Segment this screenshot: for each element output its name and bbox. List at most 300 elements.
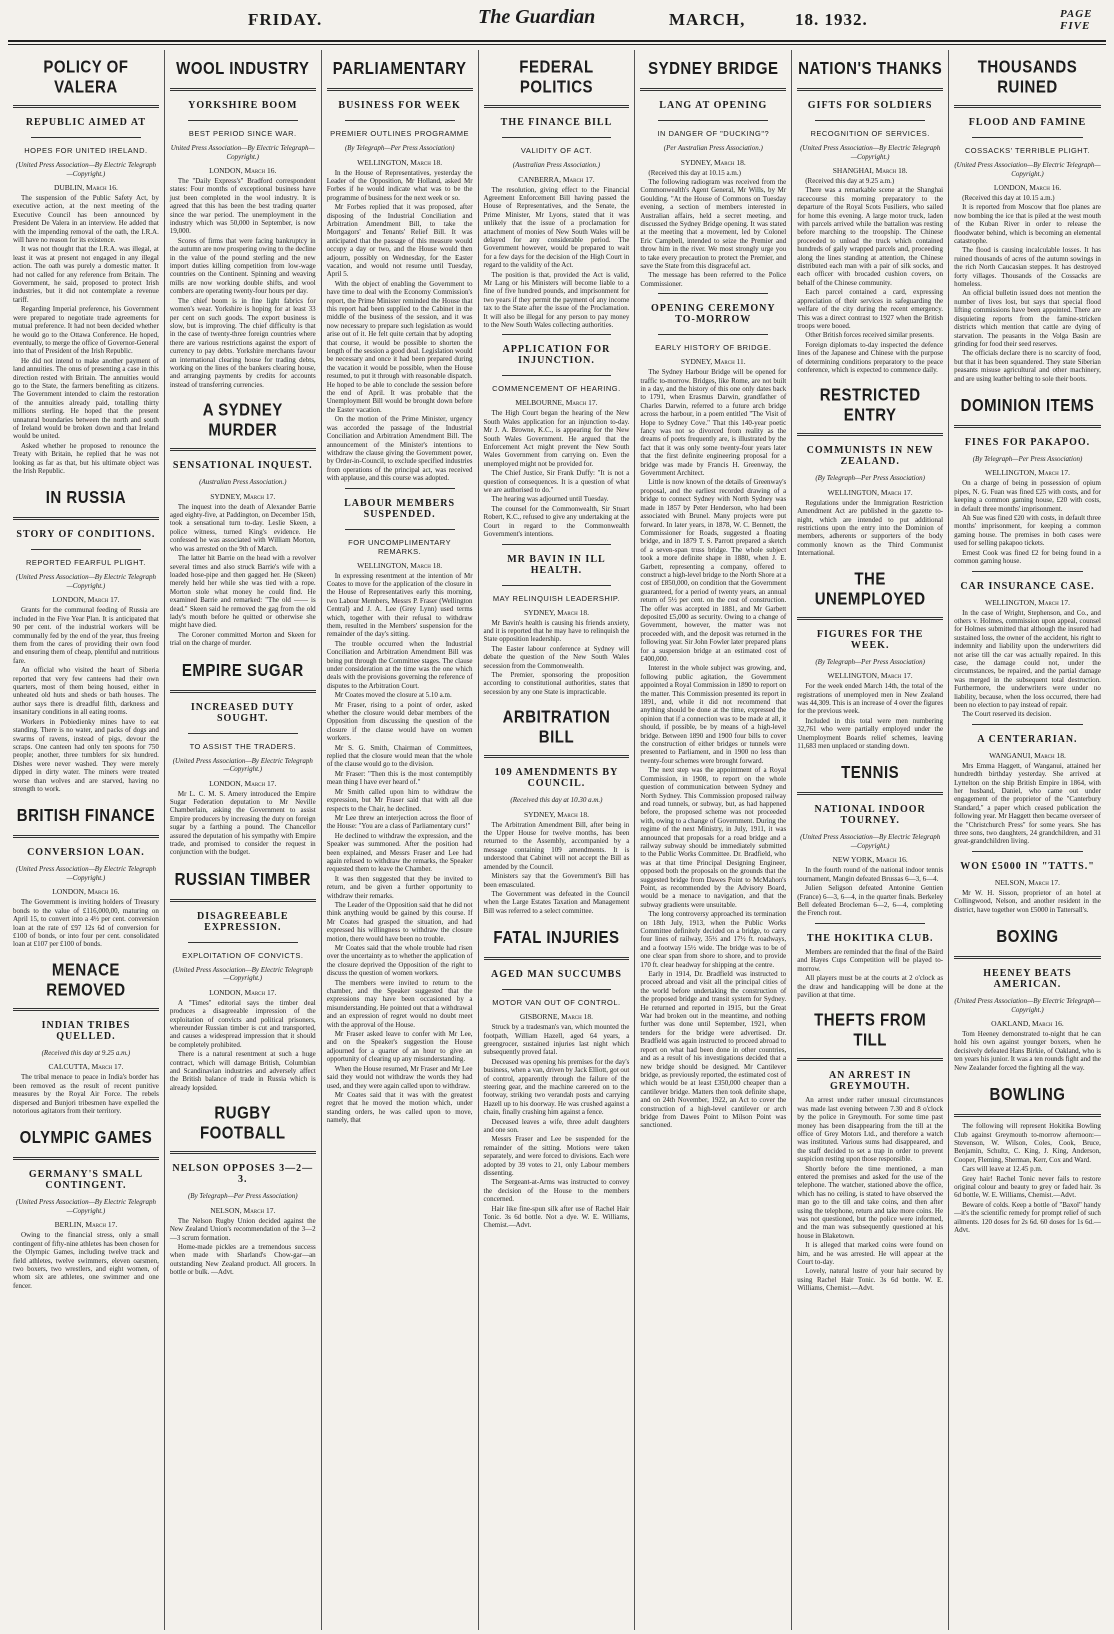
headline-rule [954, 956, 1101, 959]
article-subhead: APPLICATION FOR INJUNCTION. [502, 344, 611, 367]
article [170, 50, 316, 389]
wire-credit: (United Press Association—By Electric Telegraph—Copyright.) [954, 997, 1101, 1014]
article-paragraph: The tribal menace to peace in India's border has been removed as the result of recent punitive measures by the Royal Air Force. The rebels dispersed and Bunjori tribesmen have expelled the notorious agitators from their territory. [13, 1073, 159, 1115]
article-dateline: SYDNEY, March 18. [680, 157, 746, 167]
article-deck: TO ASSIST THE TRADERS. [189, 741, 296, 751]
article [484, 334, 630, 538]
article [13, 1119, 159, 1290]
article-paragraph: The members were invited to return to the chamber, and the Speaker suggested that the expressions may have been occasioned by a misunderstanding. He pointed out that a withdrawal and an expression of regret would no doubt meet with the approval of the House. [326, 978, 473, 1029]
article-subhead: YORKSHIRE BOOM [188, 100, 298, 111]
deck-divider [502, 989, 612, 990]
masthead-day: FRIDAY. [248, 10, 323, 29]
article-subhead: GIFTS FOR SOLDIERS [807, 100, 933, 111]
article-headline: BOWLING [989, 1085, 1066, 1105]
article-deck: MOTOR VAN OUT OF CONTROL. [492, 998, 621, 1008]
article-deck: HOPES FOR UNITED IRELAND. [24, 146, 148, 155]
article-paragraph: Home-made pickles are a tremendous success when made with Sharland's Chow-gar—an outstanding New Zealand product. All grocers. In bottle or bulk. —Advt. [169, 1243, 316, 1277]
article-paragraph: Shortly before the time mentioned, a man entered the premises and asked for the use of the telephone. The watcher, stationed above the office, which has no ceiling, is stated to have observed the man go to the till and take coins, and then after using the telephone, return and take more coins. He was not questioned, but the police were informed, and the man was subsequently questioned at his house in Blaketown. [797, 1164, 944, 1240]
article-paragraph: Ah Sue was fined £20 with costs, in default three months' imprisonment, for keeping a common gaming house. The premises in both cases were used for selling pakapoo tickets. [954, 514, 1101, 548]
article-paragraph: In the case of Wright, Stephenson, and Co., and others v. Holmes, commission upon appeal, counsel for Holmes submitted that although the insured had sustained loss, the owner of the accident, his right to indemnity and liability upon the underwriters did not arise till the car was actually repaired. In this case, the damage could not, under the circumstances, be repaired, and the partial damage was merged in the subsequent total destruction. Furthermore, the underwriters were under no liability, because, when the loss occurred, there had been no election to pay instead of repair. [954, 608, 1101, 709]
article [797, 562, 943, 751]
article-deck: RECOGNITION OF SERVICES. [810, 129, 930, 138]
article-paragraph: The Premier, sponsoring the proposition according to constitutional authorities, states that secession by any one State is impracticable. [483, 670, 630, 696]
article-paragraph: The Nelson Rugby Union decided against the New Zealand Union's recommendation of the 3—2—3 scrum formation. [169, 1216, 316, 1242]
article-subhead: FINES FOR PAKAPOO. [964, 436, 1091, 448]
headline-rule [170, 1151, 316, 1154]
article-paragraph: Included in this total were men numbering 32,761 who were partially employed under the Unemployment Boards relief schemes, leaving 11,683 men unplaced or standing down. [797, 716, 944, 751]
column-3 [322, 50, 479, 1630]
article-paragraph: It is alleged that marked coins were found on him, and he was arrested. He will appear at the Court to-day. [797, 1241, 944, 1267]
article-paragraph: Mr L. C. M. S. Amery introduced the Empire Sugar Federation deputation to Mr Neville Chamberlain, asking the Government to assist Empire producers by increasing the duty on foreign sugar by a farthing a pound. The Chancellor assured the deputation of his sympathy with Empire trade, and promised to consider the request in conjunction with the budget. [169, 789, 316, 857]
article-subhead: DISAGREEABLE EXPRESSION. [197, 910, 289, 933]
section-divider [502, 334, 612, 335]
article-headline: MENACE REMOVED [46, 960, 126, 1000]
headline-rule [954, 425, 1101, 428]
article-subhead: NATIONAL INDOOR TOURNEY. [814, 804, 926, 827]
article-paragraph: Each parcel contained a card, expressing appreciation of their services in safeguarding the welfare of the city during the recent emergency. This was a direct contrast to 1927 when the British troops were booed. [797, 288, 944, 330]
article-paragraph: It is reported from Moscow that floe planes are now bombing the ice that is piled at the west mouth of the Kuban River in order to release the floodwater behind, which is becoming an elemental catastrophe. [954, 203, 1101, 246]
article-headline: PARLIAMENTARY [332, 59, 467, 79]
article-paragraph: Julien Seligson defeated Antonine Gentien (France) 6—3, 6—4, in the quarter finals. Berkeley Bell defeated Brocleman 6—2, 6—4, completing the French rout. [797, 884, 944, 918]
masthead [0, 0, 1114, 44]
article-subhead: 109 AMENDMENTS BY COUNCIL. [494, 767, 619, 790]
article-paragraph: The High Court began the hearing of the New South Wales application for an injunction to-day. Mr J. A. Browne, K.C., is appearing for the New South Wales Government. He argued that the Enforcement Act might prevent the New South Wales Government from carrying on. Even the unemployed might not be provided for. [483, 409, 630, 468]
section-divider [972, 724, 1083, 725]
article-subhead: NELSON OPPOSES 3—2—3. [172, 1163, 314, 1186]
article-dateline: LONDON, March 16. [209, 166, 277, 175]
article-paragraph: The suspension of the Public Safety Act, by executive action, at the next meeting of the Executive Council has been announced by President De Valera in an interview. He added that with the impending removal of the oath, the I.R.A. will have no reason for its existence. [13, 194, 159, 245]
article-paragraph: The Sydney Harbour Bridge will be opened for traffic to-morrow. Bridges, like Rome, are not built in a day, and the history of this one only dates back to 1791, when Erasmus Darwin, grandfather of Charles Darwin, referred to a future arch bridge across the harbour, in a poem entitled "The Visit of Hope to Sydney Cove." That this 140-year poetic fancy was not so divorced from reality as the dreams of poets frequently are, is illustrated by the fact that it was only some twenty-four years later that the first definite engineering proposal for a bridge was made by Francis H. Greenway, the Government Architect. [640, 368, 787, 478]
wire-credit: United Press Association—By Electric Telegraph—Copyright.) [170, 144, 315, 161]
deck-divider [188, 120, 298, 121]
article-paragraph: The following will represent Hokitika Bowling Club against Greymouth to-morrow afternoon:—Stevenson, W. Wilson, Coles, Cook, Bruce, Benjamin, Schultz, C. King, J. King, Anderson, Cooper, Fleming, Sherman, Kerr, Cox and Ward. [954, 1122, 1101, 1164]
article-paragraph: Owing to the financial stress, only a small contingent of fifty-nine athletes has been chosen for the Olympic Games, including twelve track and field athletes, twelve swimmers, eleven oarsmen, two boxers, two wrestlers, and eight women, of whom six are athletes, one swimmer and one fencer. [13, 1231, 159, 1290]
article-dateline: BERLIN, March 17. [54, 1220, 118, 1230]
article [327, 488, 473, 1125]
article-paragraph: Mr Coates said that it was with the greatest regret that he moved the motion which, under standing orders, he was called upon to move, namely, that [326, 1090, 473, 1125]
article-paragraph: It was then suggested that they be invited to return, and be given a further opportunity to withdraw their remarks. [326, 874, 473, 900]
article-headline: THOUSANDS RUINED [977, 57, 1078, 97]
article-subhead: A CENTERARIAN. [977, 733, 1078, 745]
article-subhead: MR BAVIN IN ILL HEALTH. [507, 553, 606, 576]
article-dateline: LONDON, March 17. [209, 987, 277, 997]
article-paragraph: Ernest Cook was fined £2 for being found in a common gaming house. [954, 548, 1101, 566]
article-headline: POLICY OF VALERA [43, 57, 129, 97]
article-dateline: LONDON, March 16. [993, 183, 1062, 192]
article-paragraph: He declined to withdraw the expression, and the Speaker was summoned. After the position had been explained, and Messrs Fraser and Lee had again refused to withdraw the remarks, the Speaker requested them to leave the Chamber. [326, 831, 473, 874]
article-subhead: HEENEY BEATS AMERICAN. [983, 968, 1072, 991]
article-dateline: NELSON, March 17. [994, 877, 1061, 887]
article-paragraph: (Received this day at 10.15 a.m.) [962, 194, 1055, 202]
article-paragraph: A "Times" editorial says the timber deal produces a disagreeable impression of the exploitation of convicts and political prisoners, whereunder Russian timber is cut and transported, and causes a widespread impression that it should be completely prohibited. [169, 998, 316, 1049]
section-divider [815, 923, 925, 924]
article-subhead: FIGURES FOR THE WEEK. [816, 628, 924, 651]
article-subhead: AN ARREST IN GREYMOUTH. [828, 1070, 912, 1093]
article-paragraph: The counsel for the Commonwealth, Sir Stuart Robert, K.C., refused to give any undertaking at the Court in regard to the Commonwealth Government's intentions. [483, 504, 630, 539]
article-paragraph: Mr Fraser, rising to a point of order, asked whether the closure would debar members of the Opposition from discussing the question of the closure if the clause would have on women workers. [326, 700, 473, 743]
masthead-date: 18. 1932. [795, 10, 868, 29]
column-7 [949, 50, 1106, 1630]
article [170, 861, 316, 1092]
article-subhead: CONVERSION LOAN. [27, 847, 145, 859]
article-dateline: OAKLAND, March 16. [991, 1019, 1064, 1029]
article [327, 50, 473, 483]
article-paragraph: Mr S. G. Smith, Chairman of Committees, replied that the closure would mean that the whole of the clause would go to the division. [326, 743, 473, 769]
article-subhead: FLOOD AND FAMINE [968, 117, 1087, 128]
article-dateline: CALCUTTA, March 17. [48, 1062, 124, 1072]
article [13, 953, 159, 1116]
article-dateline: WELLINGTON, March 17. [984, 468, 1070, 478]
article-subhead: LANG AT OPENING [659, 100, 768, 111]
headline-rule [954, 105, 1101, 108]
article-paragraph: The inquest into the death of Alexander Barrie aged eighty-five, at Paddington, on December 15th, took a sensational turn to-day. Leslie Skeen, a police witness, turned King's evidence. He confessed he was associated with William Morton, who was arrested on the 9th of March. [169, 502, 316, 553]
article-paragraph: Little is now known of the details of Greenway's proposal, and the earliest recorded drawing of a bridge to connect Sydney with North Sydney was made in 1857 by Peter Henderson, who had been associated with Brunel. Many projects were put forward. In later years, in 1878, W. C. Bennett, the Commissioner for Roads, suggested a floating bridge, and in 1879 T. S. Parrott prepared a sketch of a seven-span truss bridge. The whole subject took a more definite shape in 1880, when J. E. Garbett, representing a company, offered to construct a high-level bridge to the North Shore at a cost of £850,000, on condition that the Government guaranteed, for a period of twenty years, an annual return of 5½ per cent. on the cost of construction. The offer was accepted in 1881, and Mr Garbett deposited £5,000 as security. Owing to a change of Government, however, the matter was not proceeded with, and the deposit was returned in the following year. Sir John Fowler later prepared plans for a suspension bridge at an estimated cost of £400,000. [640, 478, 787, 663]
article-deck: COSSACKS' TERRIBLE PLIGHT. [964, 146, 1091, 155]
article-paragraph: The officials declare there is no scarcity of food, but that it has been squandered. They state Siberian peasants misuse agricultural and other machinery, and are using leather belting to sole their boots. [954, 349, 1101, 383]
article-paragraph: The chief boom is in fine light fabrics for women's wear. Yorkshire is hoping for at least 33 per cent on such goods. The export business is slow, but is improving. The chief difficulty is that in the case of twenty-three foreign countries where there are various restrictions against the export of currency to pay debts. Yorkshire merchants favour an international clearing house for trading debts, working on the lines of the bankers clearing house, and arranging payments by credits for accounts instead of transferring currencies. [169, 296, 316, 389]
article-paragraph: The Chief Justice, Sir Frank Duffy: "It is not a question of consequences. It is a question of what we are authorised to do." [483, 469, 630, 495]
wire-credit: (United Press Association—By Electric Telegraph—Copyright.) [15, 865, 156, 882]
article-paragraph: The message has been referred to the Police Commissioner. [640, 271, 787, 288]
article-paragraph: The position is that, provided the Act is valid, Mr Lang or his Ministers will become liable to a fine of five hundred pounds, and imprisonment for two years if they permit the payment of any income tax to the State after the issue of the Proclamation. It will also be illegal for any person to pay money to the New South Wales collecting authorities. [483, 270, 630, 329]
article-dateline: LONDON, March 17. [52, 595, 120, 605]
headline-rule [484, 105, 630, 108]
article [13, 479, 159, 793]
headline-rule [13, 1008, 159, 1011]
article-paragraph: Lovely, natural lustre of your hair secured by using Rachel Hair Tonic. 3s 6d bottle. W. E. Williams, Chemist.—Advt. [797, 1267, 944, 1293]
section-divider [658, 293, 768, 294]
article-paragraph: On the motion of the Prime Minister, urgency was accorded the passage of the Industrial Conciliation and Arbitration Amendment Bill. The announcement of the Minister's intentions to withdraw the clause giving the Government power, by Order-in-Council, to exclude specified industries from operations of the principal act, was received with applause, and this course was adopted. [326, 415, 473, 483]
deck-divider [815, 120, 925, 121]
article-paragraph: Struck by a tradesman's van, which mounted the footpath, William Hazell, aged 64 years, a greengrocer, sustained injuries last night which subsequently proved fatal. [483, 1023, 630, 1057]
article-paragraph: Messrs Fraser and Lee be suspended for the remainder of the sitting. Motions were taken separately, and were forced to divisions. Each were adopted by 39 votes to 21, only Labour members dissenting. [483, 1135, 630, 1178]
article-headline: FEDERAL POLITICS [519, 57, 594, 97]
article-deck: BEST PERIOD SINCE WAR. [188, 129, 297, 138]
article-paragraph: The Government was defeated in the Council when the Large Estates Taxation and Management Bill was referred to a select committee. [483, 889, 630, 915]
section-divider [972, 851, 1083, 852]
wire-credit: (By Telegraph—Per Press Association) [815, 657, 925, 666]
wire-credit: (United Press Association—By Electric Telegraph—Copyright.) [172, 965, 313, 983]
deck-divider [502, 137, 612, 138]
article-subhead: INCREASED DUTY SOUGHT. [190, 701, 295, 724]
wire-credit: (Australian Press Association.) [512, 161, 601, 169]
article [797, 754, 943, 917]
headline-rule [13, 1157, 159, 1160]
article-subhead: SENSATIONAL INQUEST. [172, 460, 313, 472]
headline-rule [13, 835, 159, 838]
column-6 [792, 50, 949, 1630]
headline-rule [13, 517, 159, 520]
wire-credit: (By Telegraph—Per Press Association) [344, 144, 455, 152]
article-dateline: WANGANUI, March 18. [989, 750, 1066, 760]
article-paragraph: An official bulletin issued does not mention the number of lives lost, but says that special flood lifting commissions have been appointed. There are disquieting reports from the famine-stricken districts which mention that cattle are dying of starvation. The peasants in the Volga Basin are grinding for food their seed reserves. [954, 289, 1101, 348]
article-subhead: BUSINESS FOR WEEK [338, 100, 461, 111]
article-paragraph: Hair like fine-spun silk after use of Rachel Hair Tonic. 3s 6d bottle. Not a dye. W. E. Williams, Chemist.—Advt. [483, 1204, 630, 1230]
headline-rule [797, 1058, 943, 1061]
article [797, 50, 943, 374]
article-paragraph: The Leader of the Opposition said that he did not think anything would be gained by this course. If Mr Coates had grasped the situation, and had expressed his willingness to withdraw the closure motion, there would have been no trouble. [326, 900, 473, 943]
headline-rule [484, 957, 630, 960]
article [640, 293, 786, 1130]
article-deck: MAY RELINQUISH LEADERSHIP. [492, 593, 621, 603]
article-paragraph: The latter hit Barrie on the head with a revolver several times and also struck Barrie's wife with a loaded hose-pipe and then gagged her. He (Skeen) merely held her while she was tied with a rope. Morton stole what money he could find. He examined Barrie and remarked: "The old —— is dead." Skeen said he removed the gag from the old lady's mouth before he quitted or otherwise she might have died. [169, 554, 316, 630]
article-paragraph: An arrest under rather unusual circumstances was made last evening between 7.30 and 8 o'clock by the police in Greymouth. For some time past money has been disappearing from the till at the office of Grey Motors Ltd., and therefore a watch was instituted. Various sums had disappeared, and the staff decided to set a trap in order to prevent suspicion resting upon those responsible. [797, 1096, 944, 1164]
article-headline: RUSSIAN TIMBER [174, 869, 311, 890]
article-dateline: NEW YORK, March 16. [832, 855, 908, 865]
article-dateline: MELBOURNE, March 17. [515, 398, 598, 408]
headline-rule [170, 88, 316, 91]
article-dateline: WELLINGTON, March 17. [827, 487, 913, 497]
article-paragraph: The hearing was adjourned until Tuesday. [491, 495, 609, 504]
headline-rule [797, 88, 943, 91]
article [797, 923, 943, 999]
article-deck: VALIDITY OF ACT. [520, 146, 592, 155]
article-paragraph: Tom Heeney demonstrated to-night that he can hold his own against younger boxers, when he decisively defeated Hans Birkie, of Oakland, who is ten years his junior. It was a ten rounds fight and the New Zealander forced the fighting all the way. [954, 1030, 1101, 1072]
headline-rule [170, 690, 316, 693]
headline-rule [484, 755, 630, 758]
deck-divider [345, 529, 455, 530]
article-dateline: SHANGHAI, March 18. [832, 166, 908, 175]
headline-rule [640, 88, 786, 91]
headline-rule [797, 433, 943, 436]
article-paragraph: The trouble occurred when the Industrial Conciliation and Arbitration Amendment Bill was being put through the Committee stages. The clause under consideration at the time was the one which deals with the provisions governing the reference of disputes to the Arbitration Court. [326, 639, 473, 690]
deck-divider [658, 120, 768, 121]
article-paragraph: In the House of Representatives, yesterday the Leader of the Opposition, Mr Holland, asked Mr Forbes if he would indicate what was to be the programme of business for the next week or so. [326, 168, 473, 202]
article-paragraph: The Arbitration Amendment Bill, after being in the Upper House for twelve months, has been returned to the Assembly, accompanied by a message containing 109 amendments. It is understood that Cabinet will not accept the Bill as amended by the Council. [483, 820, 630, 871]
article-subhead: COMMUNISTS IN NEW ZEALAND. [806, 445, 934, 468]
article [484, 50, 630, 329]
article-dateline: SYDNEY, March 17. [210, 491, 276, 501]
article-dateline: CANBERRA, March 17. [518, 174, 595, 184]
article-subhead: AGED MAN SUCCUMBS [491, 969, 622, 981]
article-subhead: INDIAN TRIBES QUELLED. [41, 1019, 131, 1042]
article [170, 393, 316, 647]
article-paragraph: The following radiogram was received from the Commonwealth's Agent General, Mr Wills, by Mr Goulding. "At the House of Commons on Tuesday evening, a section of members interested in Australian affairs, held a secret meeting, and discussed the Sydney Bridge opening. It was stated at the meeting that a movement, led by Colonel Eric Campbell, intended to seize the Premier and throw him in the river. We most strongly urge you to take every precaution to protect the Premier, and save the State from this disgraceful act. [640, 177, 787, 270]
wire-credit: (Per Australian Press Association.) [663, 144, 763, 152]
article-headline: ARBITRATION BILL [502, 707, 611, 748]
article-paragraph: Interest in the whole subject was growing, and, following public agitation, the Government appointed a Royal Commission in 1890 to report on the matter. This Commission presented its report in 1891, and, while it did not recommend that anything should be done at the time, expressed the opinion that if a connection was to be made at all, it should, if possible, be by means of a high-level bridge. Between 1890 and 1900 four bills to cover the construction of either bridges or tunnels were presented to Parliament, and in 1900 no less than twenty-four schemes were brought forward. [640, 664, 787, 765]
article-paragraph: The next step was the appointment of a Royal Commission, in 1908, to report on the whole question of communication between Sydney and North Sydney. This Commission proposed railway and road tunnels, or subway, but, as had happened before, the proposed scheme was not proceeded with, owing to a change of Government. During the regime of the next Ministry, in July, 1911, it was announced that proposals for a road bridge and a railway subway should be immediately submitted to the Public Works Committee. Dr. Bradfield, who was at that time Principal Designing Engineer, opposed both the proposals on the grounds that the suggested bridge from Dawes Point to McMahon's Point, as recommended by the Advisory Board, would be a menace to navigation, and that the subway gradients were unsuitable. [640, 766, 787, 909]
article [954, 50, 1101, 383]
headline-rule [170, 899, 316, 902]
wire-credit: (United Press Association—By Electric Telegraph—Copyright.) [15, 573, 156, 590]
wire-credit: (United Press Association—By Electric Telegraph—Copyright.) [954, 161, 1101, 178]
article-paragraph: Regarding Imperial preference, his Government were prepared to negotiate trade agreements for mutual preference. It had not been decided whether he would go to the Ottawa Conference. He hoped, eventually, to merge the office of Governor-General into that of President of the Irish Republic. [13, 305, 159, 356]
wire-credit: (United Press Association—By Electric Telegraph—Copyright.) [172, 756, 313, 774]
article-paragraph: Members are reminded that the final of the Baird and Hayes Cups Competition will be played to-morrow. [797, 947, 944, 973]
article-paragraph: There is a natural resentment at such a huge contract, which will damage British, Columbian and Scandinavian industries and adversely affect the British balance of trade in Russia which is already lopsided. [169, 1050, 316, 1092]
column-2 [165, 50, 322, 1630]
masthead-rule-thin [8, 44, 1106, 45]
article-headline: EMPIRE SUGAR [181, 660, 304, 681]
deck-divider [972, 137, 1083, 138]
article [954, 851, 1101, 914]
article-paragraph: All players must be at the courts at 2 o'clock as the draw and handicapping will be done at the pavilion at that time. [797, 974, 944, 999]
article-paragraph: The flood is causing incalculable losses. It has ruined thousands of acres of the autumn sowings in the rich North Caucasian steppes. It has destroyed forty villages. Thousands of the Cossacks are homeless. [954, 246, 1101, 289]
article-paragraph: The Government is inviting holders of Treasury bonds to the value of £116,000,00, maturing on April 15, to convert into a 4½ per cent. conversion loan at the rate of £97 12s 6d of conversion for £100 of bonds, or into four per cent. consolidated loan at £107 per £100 of bonds. [13, 898, 159, 949]
article-paragraph: There was a remarkable scene at the Shanghai racecourse this morning preparatory to the departure of the Royal Scots Fusiliers, who sailed for home this evening. A large motor truck, laden with parcels arrived while the battalion was resting before marching to the troopship. The Chinese proceeded to unload the truck which contained hundreds of gaily wrapped parcels and, proceeding along the lines standing at attention, the Chinese distributed each man with a pair of silk socks, and each officer with brocaded cushion covers, on behalf of the Chinese community. [797, 186, 944, 287]
article-paragraph: Ministers say that the Government's Bill has been emasculated. [483, 872, 630, 889]
article-dateline: LONDON, March 16. [52, 887, 120, 897]
article-headline: THE UNEMPLOYED [814, 569, 926, 609]
article-subhead: THE HOKITIKA CLUB. [806, 932, 934, 944]
article-subhead: WON £5000 IN "TATTS." [960, 860, 1095, 872]
section-divider [972, 571, 1083, 572]
article-headline: TENNIS [841, 763, 900, 784]
article-paragraph: Grants for the communal feeding of Russia are included in the Five Year Plan. It is anticipated that 90 per cent. of the industrial workers will be communally fed by the end of the year, thus freeing them from the cares of providing their own food and ensuring them of cheap, plentiful and nutritious fare. [13, 606, 159, 665]
section-divider [345, 488, 455, 489]
article [484, 919, 630, 1230]
article-paragraph: Other British forces received similar presents. [805, 331, 934, 340]
article-paragraph: Deceased leaves a wife, three adult daughters and one son. [483, 1117, 630, 1134]
deck-divider [31, 549, 141, 550]
article-paragraph: The Sergeant-at-Arms was instructed to convey the decision of the House to the members concerned. [483, 1178, 630, 1204]
article-paragraph: (Received this day at 10.15 a.m.) [648, 168, 741, 177]
article [954, 1076, 1101, 1234]
article-paragraph: It was not thought that the I.R.A. was illegal, at least it was at present not engaged in any illegal action. The oath was purely a domestic matter. It had not called for any reference from Britain. The Government, he said, proposed to protect Irish industries, but it did not contemplate a revenue tariff. [13, 245, 159, 304]
wire-credit: (By Telegraph—Per Press Association) [187, 1192, 298, 1201]
masthead-month: MARCH, [669, 10, 746, 29]
article-headline: RESTRICTED ENTRY [819, 386, 921, 426]
article-paragraph: On a charge of being in possession of opium pipes, N. G. Fuan was fined £25 with costs, and for keeping a common gaming house, £20 with costs, in default three months' imprisonment. [954, 479, 1101, 513]
article-paragraph: In the fourth round of the national indoor tennis tournament, Mangin defeated Brussas 6—3, 6—4. [797, 866, 944, 883]
article-dateline: SYDNEY, March 11. [680, 357, 746, 367]
article-dateline: WELLINGTON, March 17. [827, 671, 913, 681]
article-paragraph: Mr Bavin's health is causing his friends anxiety, and it is reported that he may have to relinquish the State opposition leadership. [483, 618, 630, 644]
wire-credit: (Australian Press Association.) [199, 478, 287, 487]
article-dateline: DUBLIN, March 16. [53, 183, 118, 192]
deck-divider [188, 942, 298, 943]
article-dateline: GISBORNE, March 18. [519, 1012, 593, 1022]
columns-container [8, 50, 1106, 1630]
article-headline: DOMINION ITEMS [960, 395, 1095, 416]
article-dateline: WELLINGTON, March 18. [357, 157, 443, 167]
deck-divider [502, 585, 612, 586]
article-paragraph: The "Daily Express's" Bradford correspondent states: Four months of exceptional business have just been completed in the wool industry. It is agreed that this has been the best trading quarter since the war period. The unemployment in the industry which was 50,000 in September, is now 19,000. [169, 177, 316, 236]
article-dateline: LONDON, March 17. [209, 778, 277, 788]
article-subhead: OPENING CEREMONY TO-MORROW [650, 303, 776, 326]
wire-credit: (United Press Association—By Electric Telegraph—Copyright.) [800, 833, 941, 850]
article-paragraph: Scores of firms that were facing bankruptcy in the autumn are now prospering owing to the decline in the value of the pound sterling and the new import duties killing competition from low-wage countries on the Continent. Spinning and weaving mills are now working double shifts, and wool combers are operating twenty-four hours per day. [169, 236, 316, 296]
article-headline: SYDNEY BRIDGE [648, 59, 779, 79]
masthead-page-number: PAGE FIVE [1060, 8, 1093, 32]
article-paragraph: Foreign diplomats to-day inspected the defence lines of the Japanese and Chinese with the purpose of determining conditions preparatory to the peace conference, which is expected to commence daily. [797, 340, 944, 374]
article-deck: IN DANGER OF "DUCKING"? [657, 129, 770, 138]
headline-rule [327, 88, 473, 91]
article-paragraph: Grey hair! Rachel Tonic never fails to restore original colour and beauty to grey or faded hair. 3s 6d bottle, W. E. Williams, Chemist.—Advt. [954, 1174, 1101, 1200]
article [954, 918, 1101, 1072]
article-paragraph: He did not intend to make another payment of land annuities. The onus of presenting a case in this direction rested with Britain. The annuities would go to the State, the farmers benefiting as citizens. The Government intended to claim the restoration of the annuities already paid, totalling thirty millions sterling. He hoped that the present unnatural boundaries between the north and south of Ireland would be broken down and that Ireland would be united. [13, 356, 159, 441]
article-paragraph: Early in 1914, Dr. Bradfield was instructed to proceed abroad and visit all the principal cities of the world before undertaking the construction of the proposed bridge and transit system for Sydney. He returned and reported in 1915, but the Great War had broken out in the meantime, and nothing further was done until September, 1921, when tenders for the bridge were advertised. Dr. Bradfield was again instructed to proceed abroad to report on what had been done in other countries, and as a result of his investigations decided that a new bridge should be designed. Mr Cantilever bridge, as previously reported, the estimated cost of which would be at least £350,000 cheaper than a cantilever bridge. Matters then took definite shape, and on 24th November, 1922, an Act to cover the construction of a high-level cantilever or arch bridge from Dawes Point to Milson Point was sanctioned. [640, 970, 787, 1130]
article-paragraph: When the House resumed, Mr Fraser and Mr Lee said they would not withdraw the words they had used, and they were again called upon to withdraw. [326, 1064, 473, 1090]
wire-credit: (By Telegraph—Per Press Association) [815, 474, 925, 483]
deck-divider [502, 375, 612, 376]
article [954, 571, 1101, 719]
article [954, 387, 1101, 566]
deck-divider [188, 733, 298, 734]
article-paragraph: The Court reserved its decision. [962, 710, 1052, 719]
article [170, 652, 316, 857]
article [484, 700, 630, 915]
article-headline: WOOL INDUSTRY [176, 59, 310, 79]
wire-credit: (Received this day at 9.25 a.m.) [41, 1048, 131, 1057]
article-paragraph: (Received this day at 9.25 a.m.) [805, 177, 895, 185]
article-paragraph: The resolution, giving effect to the Financial Agreement Enforcement Bill having passed the House of Representatives, and the Senate, the Prime Minister, Mr Lyons, stated that it was unlikely that the issue of a proclamation for attachment of monies of New South Wales will be delayed for any considerable period. The Government however, would be prepared to wait for a few days for the decision of the High Court in regard to the validity of the Act. [483, 185, 630, 270]
wire-credit: (United Press Association—By Electric Telegraph—Copyright.) [800, 144, 941, 161]
article-paragraph: Mr Fraser asked leave to confer with Mr Lee, and on the Speaker's suggestion the House adjourned for a quarter of an hour to give an opportunity of clearing up any misunderstanding. [326, 1030, 473, 1064]
article-paragraph: The Easter labour conference at Sydney will debate the question of the New South Wales secession from the Commonwealth. [483, 644, 630, 670]
article-dateline: SYDNEY, March 18. [523, 809, 589, 819]
article-deck: PREMIER OUTLINES PROGRAMME [330, 129, 470, 138]
article-paragraph: The long controversy approached its termination on 18th July, 1913, when the Public Works Committee definitely decided on a bridge, to carry four lines of railway, 35½ and 17½ ft. roadways, and a footway 15½ wide. The bridge was to be of one clear span from shore to shore, and to provide 170 ft. clear headway for shipping at the centre. [640, 910, 787, 969]
article-headline: IN RUSSIA [45, 488, 127, 508]
article [954, 724, 1101, 846]
article-subhead: GERMANY'S SMALL CONTINGENT. [28, 1169, 144, 1192]
headline-rule [797, 792, 943, 795]
article-paragraph: Workers in Pobiedienky mines have to eat standing. There is no water, and packs of dogs and swarms of ravens, instead of pigs, devour the scraps. One canteen had only ten spoons for 750 people; another, three tumblers for six hundred. Dishes were never washed. They were merely dipped in dirty water. The miners were treated worse than wolves and are starved, having no strength to work. [13, 717, 159, 793]
article [640, 50, 786, 288]
article-headline: THEFTS FROM TILL [814, 1011, 927, 1051]
section-divider [502, 544, 612, 545]
article-paragraph: With the object of enabling the Government to have time to deal with the Economy Commission's report, the Prime Minister reminded the House that this report had been supplied to the Cabinet in the middle of the business of the session, and it was now necessary to prepare such legislation as would arise out of it. He felt quite certain that by adopting that course, it would be possible to shorten the length of the session a good deal. Legislation would be necessary and once it had been prepared during the vacation it would be possible, when the House resumed, to put it through with reasonable dispatch. He hoped to be able to conclude the session before the end of April. It was probable that the Unemployment Bill would be brought down before the Easter vacation. [326, 279, 473, 414]
article-paragraph: Mr Lee threw an interjection across the floor of the House: "You are a class of Parliamentary curs!" [326, 813, 473, 831]
article-headline: A SYDNEY MURDER [202, 400, 283, 441]
article-deck: REPORTED FEARFUL PLIGHT. [25, 558, 146, 568]
article-paragraph: Mr W. H. Sisson, proprietor of an hotel at Collingwood, Nelson, and another resident in the district, have together won £5000 in Tattersall's. [954, 888, 1101, 914]
article-subhead: REPUBLIC AIMED AT [25, 117, 146, 128]
article-paragraph: Mrs Emma Haggett, of Wanganui, attained her hundredth birthday yesterday. She arrived at Lyttelton on the ship British Empire in 1864, with her husband, Daniel, who came out under engagement of the proprietor of the "Canterbury Standard," a paper which ceased publication the following year. Mr Haggett then became overseer of the "Christchurch Press" for some years. She has three sons, two daughters, 24 grandchildren, and 31 great-grandchildren living. [954, 761, 1101, 846]
article-headline: RUGBY FOOTBALL [199, 1104, 286, 1144]
article-subhead: THE FINANCE BILL [500, 117, 613, 128]
article-paragraph: Mr Forbes replied that it was proposed, after disposing of the Industrial Conciliation and Arbitration Amendment Bill, to take the Mortgagors' and Tenants' Relief Bill. It was anticipated that the passage of this measure would occupy a day or two, and the House would then adjourn, possibly on Wednesday, for the Easter vacation, and would not resume until Tuesday, April 5. [326, 203, 473, 279]
article-deck: COMMENCEMENT OF HEARING. [492, 384, 621, 394]
masthead-rule [8, 40, 1106, 42]
article-subhead: CAR INSURANCE CASE. [960, 580, 1095, 592]
article [797, 378, 943, 557]
article-paragraph: Asked whether he proposed to renounce the Treaty with Britain, he replied that he was not looking as far as that, but his ultimate object was the Irish Republic. [13, 441, 159, 475]
article-dateline: NELSON, March 17. [210, 1205, 276, 1215]
article-headline: BRITISH FINANCE [16, 806, 156, 826]
article-paragraph: Mr Fraser: "Then this is the most contemptibly mean thing I have ever heard of." [326, 769, 473, 787]
wire-credit: (Received this day at 10.30 a.m.) [510, 796, 603, 805]
article-paragraph: Regulations under the Immigration Restriction Amendment Act are published in the gazette to-night, which are intended to put additional restrictions upon the entry into the Dominion of members, adherents or supporters of the body commonly known as the Third Communist International. [797, 498, 944, 558]
article [13, 797, 159, 948]
article [13, 50, 159, 475]
wire-credit: (By Telegraph—Per Press Association) [972, 454, 1083, 463]
headline-rule [954, 1114, 1101, 1117]
article-deck: FOR UNCOMPLIMENTARY REMARKS. [348, 537, 452, 556]
article-subhead: LABOUR MEMBERS SUSPENDED. [344, 497, 456, 520]
article-headline: OLYMPIC GAMES [19, 1128, 153, 1148]
masthead-title: The Guardian [478, 6, 596, 28]
wire-credit: (United Press Association—By Electric Telegraph—Copyright.) [15, 161, 156, 178]
column-1 [8, 50, 165, 1630]
article-paragraph: In expressing resentment at the intention of Mr Coates to move for the application of the closure in the House of Representatives early this morning, two Labour Members, Messrs P. Fraser (Wellington Central) and J. A. Lee (Grey Lynn) used terms which, together with their refusal to withdraw them, resulted in the Members' suspension for the remainder of the day's sitting. [326, 571, 473, 639]
headline-rule [797, 617, 943, 620]
article-dateline: WELLINGTON, March 17. [984, 597, 1070, 607]
article-paragraph: Cars will leave at 12.45 p.m. [962, 1165, 1043, 1174]
article-paragraph: Mr Smith called upon him to withdraw the expression, but Mr Fraser said that with all due respects to the Chair, he declined. [326, 787, 473, 813]
article [484, 544, 630, 697]
column-5 [635, 50, 792, 1630]
wire-credit: (United Press Association—By Electric Telegraph—Copyright.) [15, 1198, 156, 1215]
article-paragraph: Beware of colds. Keep a bottle of "Baxol" handy—it's the scientific remedy for prompt relief of such ailments. 120 doses for 2s 6d. 60 doses for 1s 6d.—Advt. [954, 1200, 1101, 1234]
deck-divider [31, 137, 141, 138]
article-headline: NATION'S THANKS [798, 59, 943, 79]
deck-divider [658, 334, 768, 335]
article-paragraph: Mr Coates said that the whole trouble had risen over the uncertainty as to whether the application of the closure deprived the Opposition of the right to discuss the question of women workers. [326, 944, 473, 978]
article-paragraph: Deceased was opening his premises for the day's business, when a van, driven by Jack Elliott, got out of control, apparently through the failure of the steering gear, and the machine careered on to the footway, striking two verandah posts and carrying Hazell up to his doorway. He was crushed against a chain, finally crashing him against a fence. [483, 1057, 630, 1117]
